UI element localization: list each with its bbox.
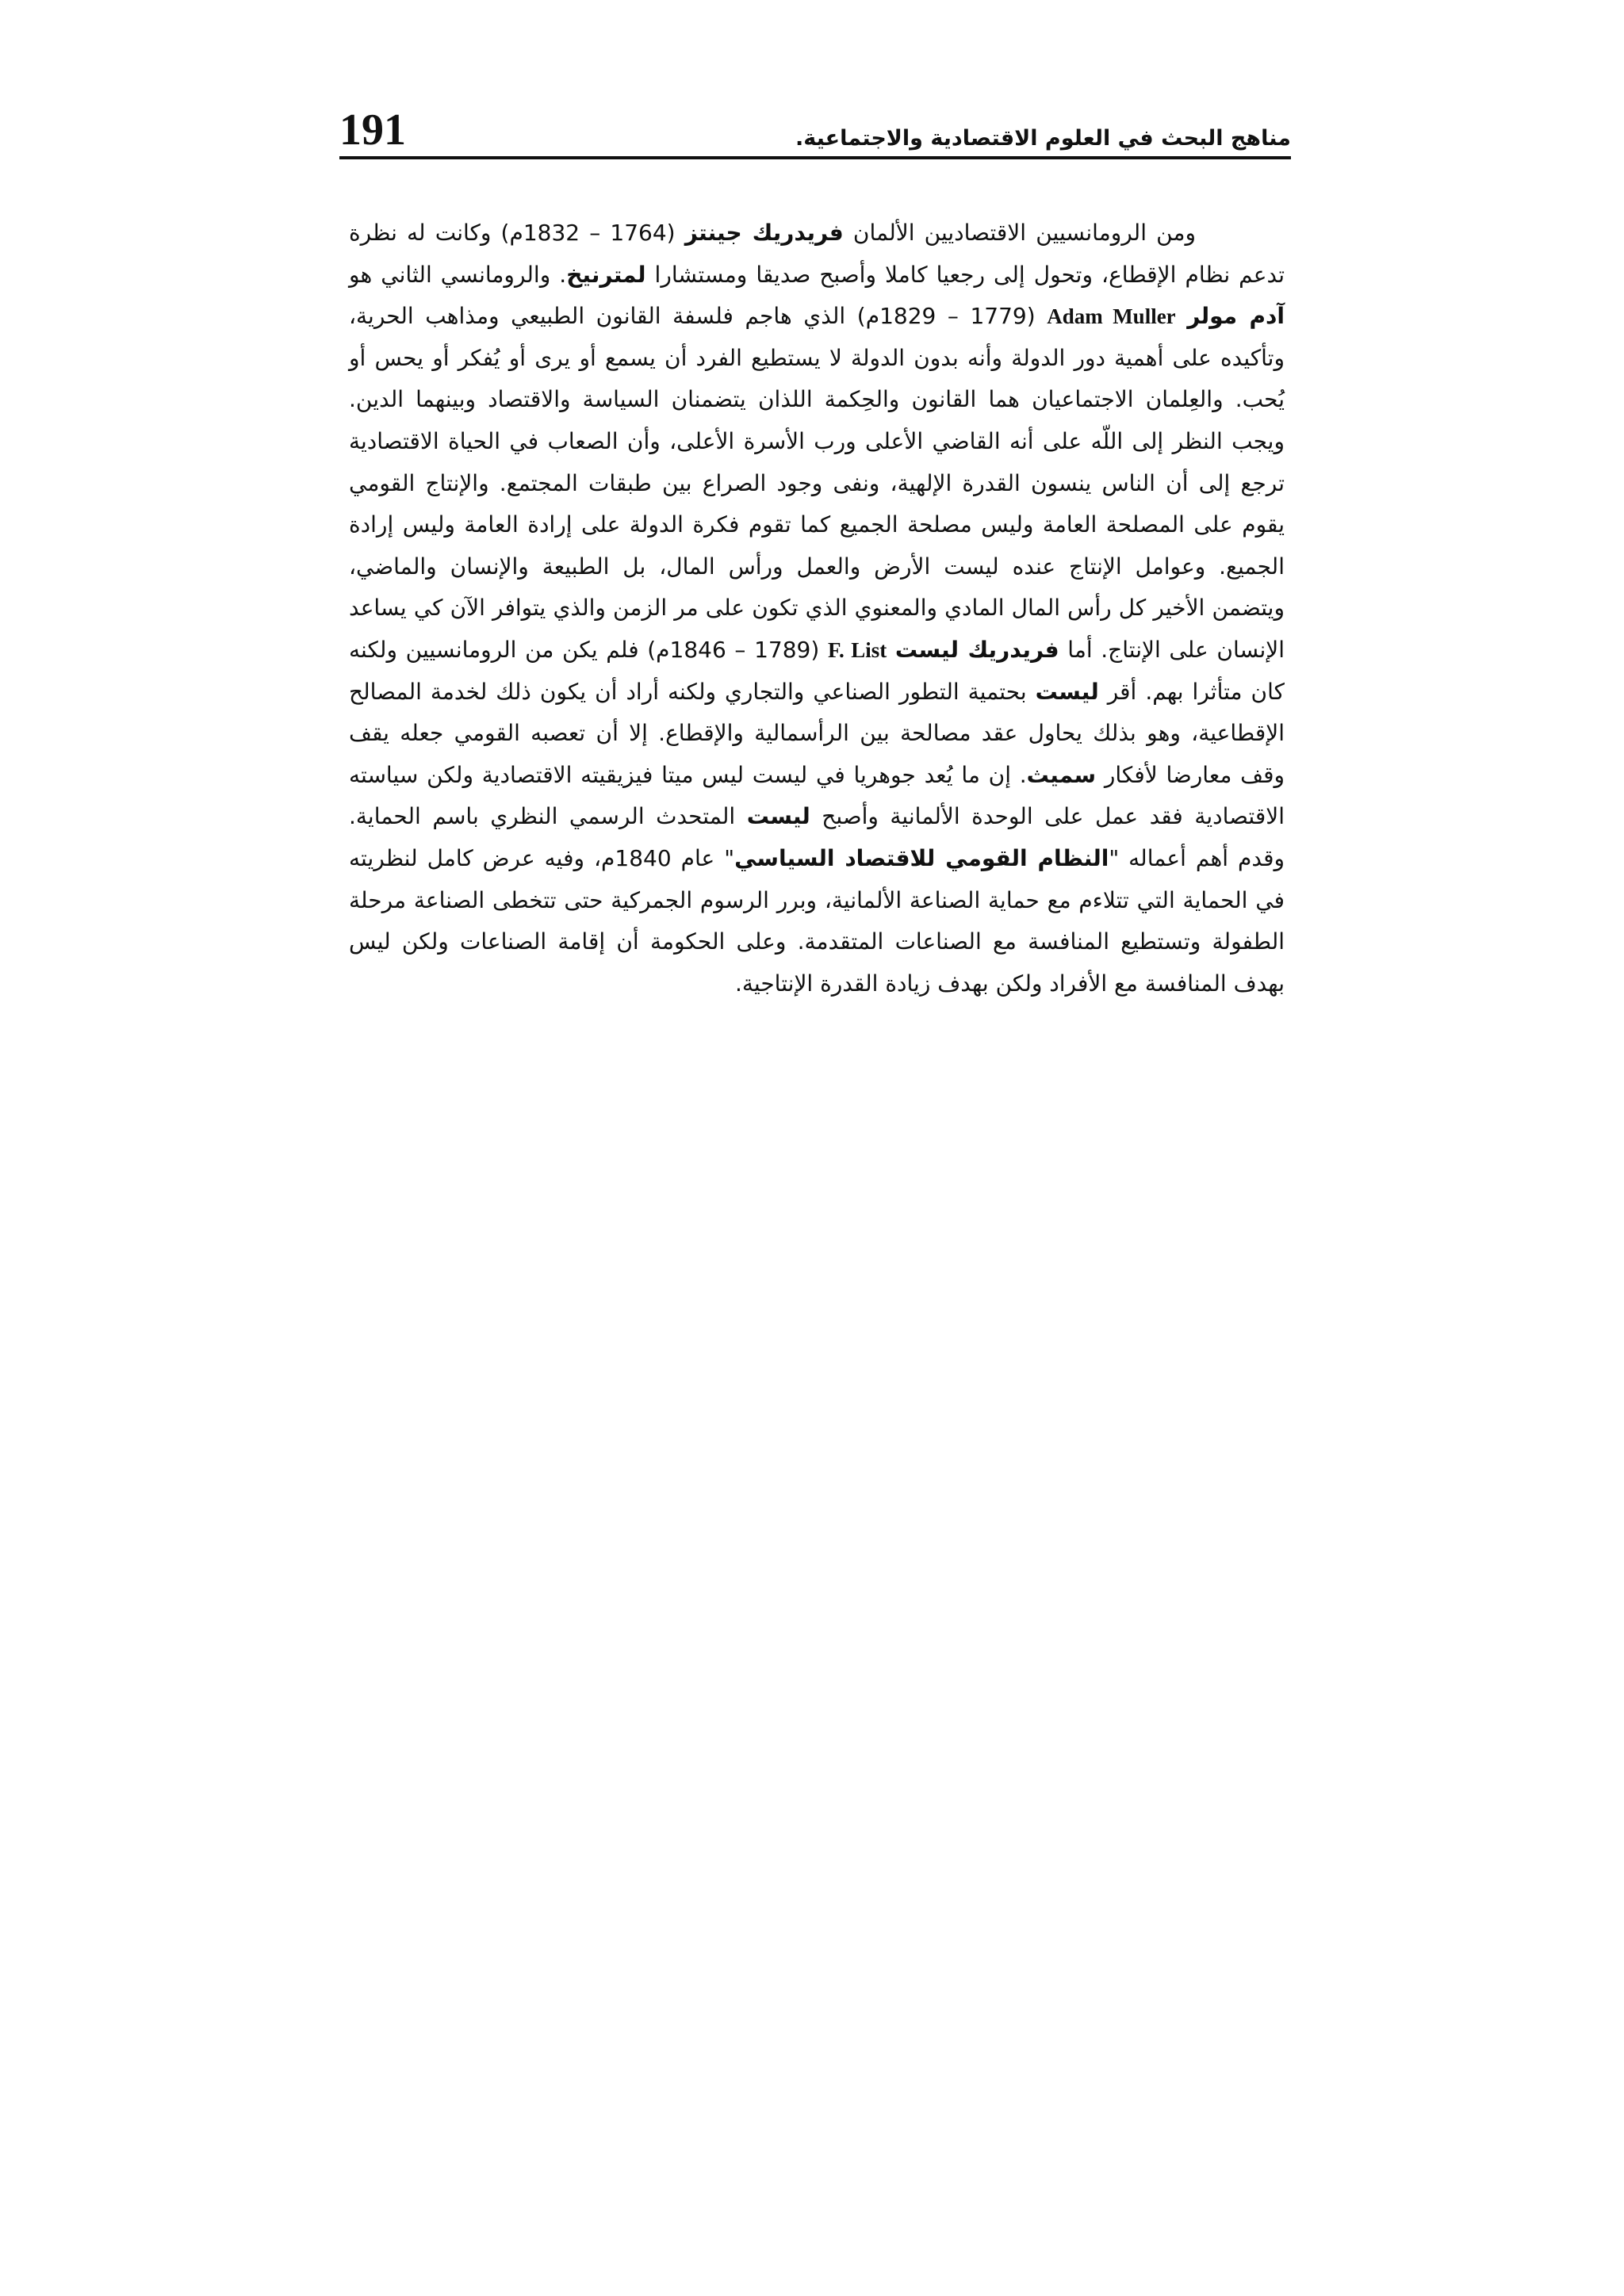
text-segment: ومن الرومانسيين الاقتصاديين الألمان xyxy=(843,220,1196,246)
text-segment: المتحدث الرسمي النظري باسم الحماية. وقدم أهم أعماله " xyxy=(349,803,1285,871)
bold-name: سميث xyxy=(1026,761,1097,788)
page-number: 191 xyxy=(339,105,406,155)
bold-name: ليست xyxy=(1035,678,1099,705)
latin-name: F. List xyxy=(827,637,887,662)
running-title: مناهج البحث في العلوم الاقتصادية والاجتماعية. xyxy=(795,126,1291,151)
bold-name: فريدريك جينتز xyxy=(684,220,844,246)
text-segment: (1764 – 1832م) وكانت له نظرة تدعم نظام الإقطاع، وتحول إلى رجعيا كاملا وأصبح صديقا ومستشارا xyxy=(349,220,1285,288)
text-segment: . إن ما يُعد جوهريا في ليست ليس ميتا فيزيقيته الاقتصادية ولكن سياسته الاقتصادية فقد عمل على الوحدة الألمانية وأصبح xyxy=(349,761,1285,830)
text-segment: . والرومانسي الثاني هو xyxy=(349,261,567,288)
page-header xyxy=(339,94,1291,155)
bold-name: لمترنيخ xyxy=(566,261,646,288)
bold-name: آدم مولر xyxy=(1187,303,1285,330)
text-segment: بحتمية التطور الصناعي والتجاري ولكنه أراد أن يكون ذلك لخدمة المصالح الإقطاعية، وهو بذلك يحاول عقد مصالحة بين الرأسمالية والإقطاع. إلا أن تعصبه القومي جعله يقف وقف معارضا لأفكار xyxy=(349,678,1285,788)
text-segment: (1789 – 1846م) فلم يكن من الرومانسيين ولكنه كان متأثرا بهم. أقر xyxy=(349,636,1285,705)
bold-name: فريدريك ليست xyxy=(894,636,1059,663)
text-segment: (1779 – 1829م) الذي هاجم فلسفة القانون الطبيعي ومذاهب الحرية، وتأكيده على أهمية دور الدولة وأنه بدون الدولة لا يستطيع الفرد أن يسمع أو يرى أو يُفكر أو يحس أو يُحب. والعِلمان الاجتماعيان هما القانون والحِكمة اللذان يتضمنان السياسة والاقتصاد وبينهما الدين. ويجب النظر إلى اللّه على أنه القاضي الأعلى ورب الأسرة الأعلى، وأن الصعاب في الحياة الاقتصادية ترجع إلى أن الناس ينسون القدرة الإلهية، ونفى وجود الصراع بين طبقات المجتمع. والإنتاج القومي يقوم على المصلحة العامة وليس مصلحة الجميع كما تقوم فكرة الدولة على إرادة العامة وليس إرادة الجميع. وعوامل الإنتاج عنده ليست الأرض والعمل ورأس المال، بل الطبيعة والإنسان والماضي، ويتضمن الأخير كل رأس المال المادي والمعنوي الذي تكون على مر الزمن والذي يتوافر الآن كي يساعد الإنسان على الإنتاج. أما xyxy=(349,303,1285,663)
bold-book-title: النظام القومي للاقتصاد السياسي xyxy=(734,844,1109,871)
header-rule xyxy=(339,156,1291,159)
text-segment: " عام 1840م، وفيه عرض كامل لنظريته في الحماية التي تتلاءم مع حماية الصناعة الألمانية، وبرر الرسوم الجمركية حتى تتخطى الصناعة مرحلة الطفولة وتستطيع المنافسة مع الصناعات المتقدمة. وعلى الحكومة أن إقامة الصناعات ولكن ليس بهدف المنافسة مع الأفراد ولكن بهدف زيادة القدرة الإنتاجية. xyxy=(349,844,1285,997)
bold-name: ليست xyxy=(746,803,810,830)
body-paragraph xyxy=(349,212,1285,1004)
latin-name: Adam Muller xyxy=(1047,304,1176,329)
